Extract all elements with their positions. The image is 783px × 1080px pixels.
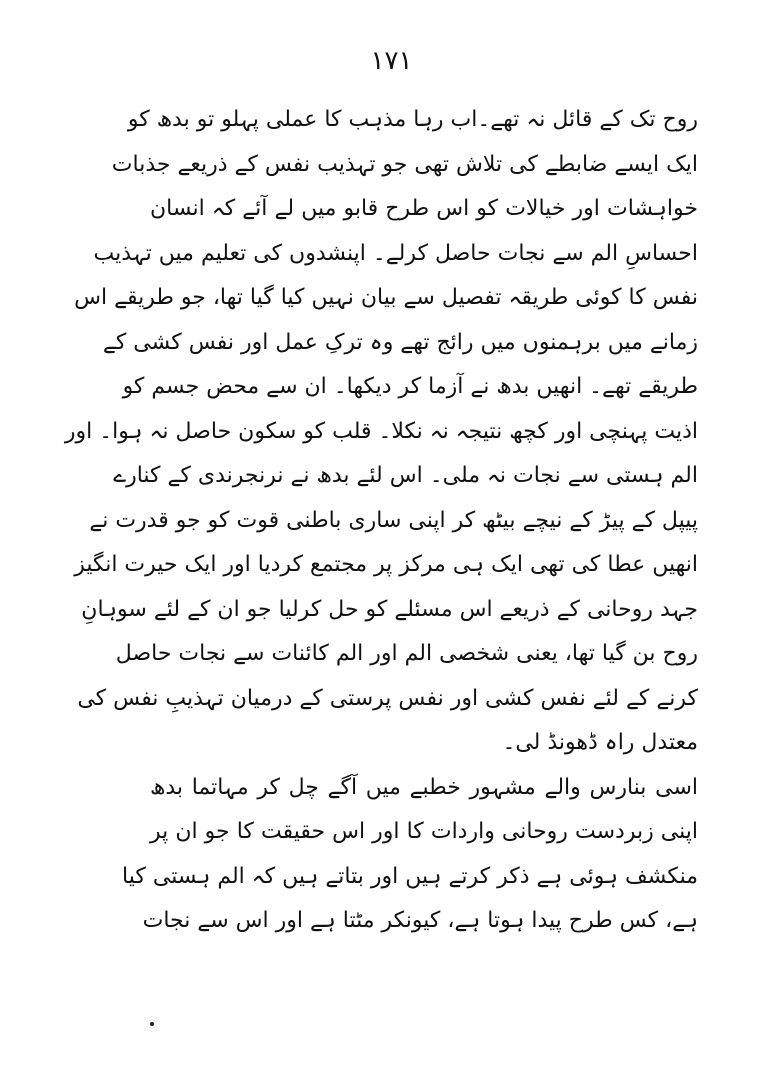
text-line: منکشف ہوئی ہے ذکر کرتے ہیں اور بتاتے ہیں کہ الم ہستی کیا <box>122 863 698 889</box>
paragraph-start-line: اسی بنارس والے مشہور خطبے میں آگے چل کر مہاتما بدھ <box>150 774 698 800</box>
text-line: جہد روحانی کے ذریعے اس مسئلے کو حل کرلیا جو ان کے لئے سوہانِ <box>81 596 698 622</box>
text-line: روح تک کے قائل نہ تھے۔اب رہا مذہب کا عملی پہلو تو بدھ کو <box>127 107 698 132</box>
text-line: اذیت پہنچی اور کچھ نتیجہ نہ نکلا۔ قلب کو سکون حاصل نہ ہوا۔ اور <box>64 418 698 444</box>
page-number: ۱۷۱ <box>370 46 413 76</box>
text-line: روح بن گیا تھا، یعنی شخصی الم اور الم کائنات سے نجات حاصل <box>115 641 698 666</box>
text-line: ہے، کس طرح پیدا ہوتا ہے، کیونکر مٹتا ہے اور اس سے نجات <box>142 908 698 933</box>
paragraph-end-line: معتدل راہ ڈھونڈ لی۔ <box>502 730 698 755</box>
text-line: احساسِ الم سے نجات حاصل کرلے۔ اپنشدوں کی تعلیم میں تہذیب <box>93 240 698 266</box>
text-line: کرنے کے لئے نفس کشی اور نفس پرستی کے درمیان تہذیبِ نفس کی <box>77 685 698 711</box>
text-line: الم ہستی سے نجات نہ ملی۔ اس لئے بدھ نے نرنجرندی کے کنارے <box>113 463 698 488</box>
text-line: نفس کا کوئی طریقہ تفصیل سے بیان نہیں کیا گیا تھا، جو طریقے اس <box>74 285 698 310</box>
text-line: پیپل کے پیڑ کے نیچے بیٹھ کر اپنی ساری باطنی قوت کو جو قدرت نے <box>89 507 698 533</box>
body-text <box>64 98 698 944</box>
text-line: انھیں عطا کی تھی ایک ہی مرکز پر مجتمع کردیا اور ایک حیرت انگیز <box>74 552 698 577</box>
text-line: اپنی زبردست روحانی واردات کا اور اس حقیقت کا جو ان پر <box>150 819 698 844</box>
text-line: طریقے تھے۔ انھیں بدھ نے آزما کر دیکھا۔ ان سے محض جسم کو <box>122 374 698 399</box>
text-line: خواہشات اور خیالات کو اس طرح قابو میں لے آئے کہ انسان <box>150 196 698 221</box>
text-line: ایک ایسے ضابطے کی تلاش تھی جو تہذیب نفس کے ذریعے جذبات <box>111 151 698 177</box>
text-line: زمانے میں برہمنوں میں رائج تھے وہ ترکِ عمل اور نفس کشی کے <box>102 329 698 355</box>
ink-speck <box>150 1022 154 1026</box>
